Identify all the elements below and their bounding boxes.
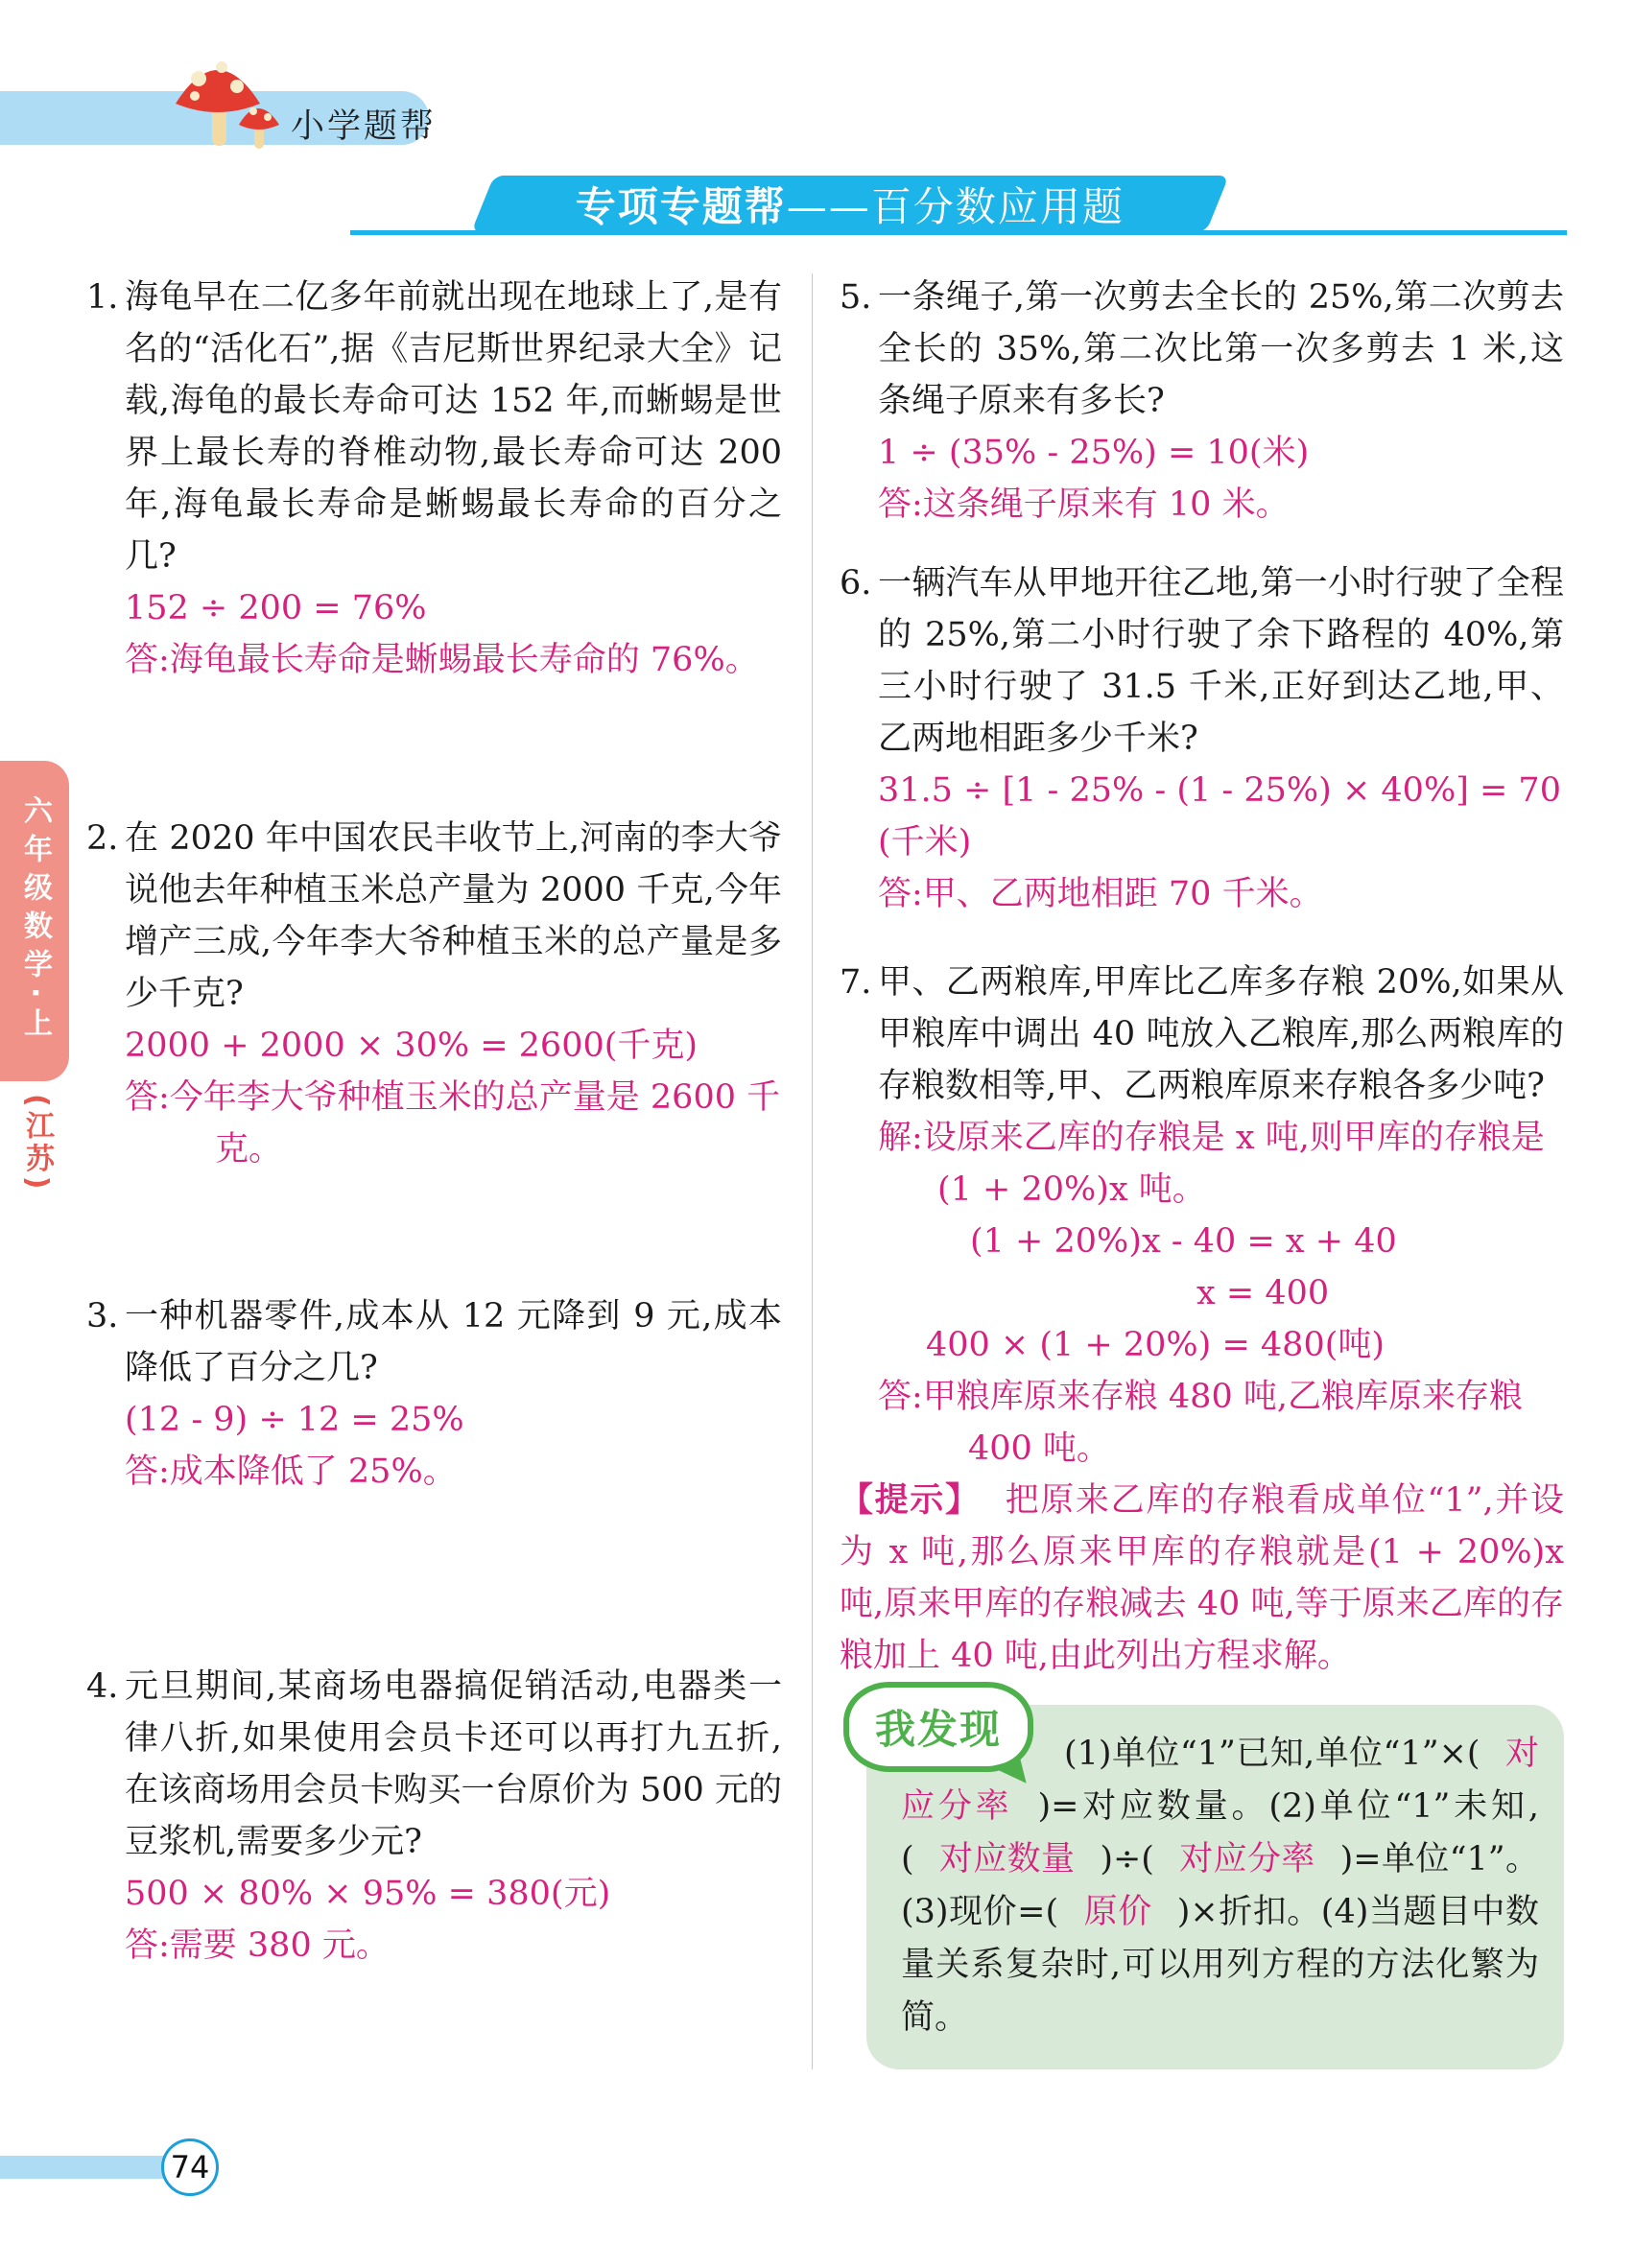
discovery-item-2-pre: (2)单位“1”未知,( [901, 1787, 1539, 1878]
problem-4-equation: 500 × 80% × 95% = 380(元) [125, 1875, 611, 1913]
page-number-badge [161, 2138, 219, 2196]
problem-7-answer: 答:甲粮库原来存粮 480 吨,乙粮库原来存粮 400 吨。 [878, 1378, 1523, 1468]
problem-7-question: 甲、乙两粮库,甲库比乙库多存粮 20%,如果从甲粮库中调出 40 吨放入乙粮库,那么两粮库的存粮数相等,甲、乙两粮库原来存粮各多少吨? [878, 963, 1564, 1105]
hint-paragraph [840, 1475, 1564, 1682]
discovery-item-2-blank: 对应数量 [938, 1840, 1076, 1878]
problem-4 [86, 1661, 782, 1972]
brand-logo-text: 小学题帮 [291, 107, 438, 146]
problem-2-question: 在 2020 年中国农民丰收节上,河南的李大爷说他去年种植玉米总产量为 2000 千克,今年增产三成,今年李大爷种植玉米的总产量是多少千克? [125, 819, 782, 1013]
discovery-badge [843, 1682, 1033, 1772]
column-divider [812, 273, 813, 2069]
problem-2-number: 2. [86, 819, 119, 858]
footer-bar [0, 2156, 171, 2179]
chapter-banner-title [576, 176, 1125, 233]
banner-title-main: 专项专题帮 [575, 182, 787, 230]
hint-text: 把原来乙库的存粮看成单位“1”,并设为 x 吨,那么原来甲库的存粮就是(1 + 20%)x 吨,原来甲库的存粮减去 40 吨,等于原来乙库的存粮加上 40 吨,由此列出方程求解。 [840, 1481, 1564, 1675]
problem-5-equation: 1 ÷ (35% - 25%) = 10(米) [878, 434, 1310, 472]
problem-3 [86, 1290, 782, 1498]
problem-6-equation-unit: (千米) [878, 823, 972, 862]
problem-7-equation-2: 400 × (1 + 20%) = 480(吨) [926, 1326, 1385, 1364]
problem-6-number: 6. [840, 564, 872, 602]
discovery-item-4: (4)当题目中数量关系复杂时,可以用列方程的方法化繁为简。 [901, 1893, 1539, 2037]
page-number: 74 [170, 2149, 210, 2185]
discovery-item-2-mid: )÷( [1100, 1840, 1154, 1878]
problem-7-setup: 解:设原来乙库的存粮是 x 吨,则甲库的存粮是(1 + 20%)x 吨。 [878, 1119, 1545, 1209]
problem-1-number: 1. [86, 278, 119, 317]
problem-7-solution-x: x = 400 [1196, 1274, 1330, 1312]
discovery-item-1-blank: 对应分率 [901, 1735, 1539, 1826]
problem-4-number: 4. [86, 1667, 119, 1706]
problem-7-number: 7. [840, 963, 872, 1002]
problem-7-equation: (1 + 20%)x - 40 = x + 40 [970, 1222, 1397, 1261]
problem-5-number: 5. [840, 278, 872, 317]
problem-3-answer: 答:成本降低了 25%。 [125, 1453, 457, 1491]
problem-4-question: 元旦期间,某商场电器搞促销活动,电器类一律八折,如果使用会员卡还可以再打九五折,在该商场用会员卡购买一台原价为 500 元的豆浆机,需要多少元? [125, 1667, 782, 1861]
problem-6-question: 一辆汽车从甲地开往乙地,第一小时行驶了全程的 25%,第二小时行驶了余下路程的 40%,第三小时行驶了 31.5 千米,正好到达乙地,甲、乙两地相距多少千米? [878, 564, 1564, 758]
problem-3-question: 一种机器零件,成本从 12 元降到 9 元,成本降低了百分之几? [125, 1297, 782, 1387]
problem-6-answer: 答:甲、乙两地相距 70 千米。 [878, 875, 1323, 913]
problem-3-equation: (12 - 9) ÷ 12 = 25% [125, 1401, 464, 1439]
banner-underline [350, 230, 1567, 235]
problem-1 [86, 272, 782, 686]
chapter-banner [471, 176, 1229, 232]
discovery-item-2-blank-2: 对应分率 [1178, 1840, 1315, 1878]
problem-2-answer: 答:今年李大爷种植玉米的总产量是 2600 千克。 [125, 1078, 781, 1169]
problem-6-equation: 31.5 ÷ [1 - 25% - (1 - 25%) × 40%] = 70 [878, 771, 1561, 810]
discovery-item-3-blank: 原价 [1083, 1893, 1152, 1931]
discovery-item-3-pre: (3)现价=( [901, 1893, 1059, 1931]
problem-7 [840, 957, 1564, 1475]
problem-5 [840, 272, 1564, 531]
sidebar-region-label: (江苏) [20, 1094, 54, 1193]
problem-1-question: 海龟早在二亿多年前就出现在地球上了,是有名的“活化石”,据《吉尼斯世界纪录大全》记载,海龟的最长寿命可达 152 年,而蜥蜴是世界上最长寿的脊椎动物,最长寿命可达 200 年,海龟最长寿命是蜥蜴最长寿命的百分之几? [125, 278, 782, 576]
problem-5-answer: 答:这条绳子原来有 10 米。 [878, 485, 1290, 524]
discovery-badge-label: 我发现 [874, 1706, 1002, 1753]
left-column [86, 272, 782, 1972]
hint-label: 【提示】 [840, 1480, 981, 1520]
banner-title-sub: 百分数应用题 [871, 182, 1125, 230]
sidebar-grade-tab [0, 761, 69, 1081]
problem-1-answer: 答:海龟最长寿命是蜥蜴最长寿命的 76%。 [125, 641, 759, 679]
problem-5-question: 一条绳子,第一次剪去全长的 25%,第二次剪去全长的 35%,第二次比第一次多剪去 1 米,这条绳子原来有多长? [878, 278, 1564, 420]
discovery-item-1-post: )=对应数量。 [1037, 1787, 1269, 1826]
problem-1-equation: 152 ÷ 200 = 76% [125, 589, 427, 627]
problem-2-equation: 2000 + 2000 × 30% = 2600(千克) [125, 1027, 699, 1065]
right-column [840, 272, 1564, 2069]
problem-6 [840, 557, 1564, 920]
discovery-item-2-post: )=单位“1”。 [1339, 1840, 1539, 1878]
problem-3-number: 3. [86, 1297, 119, 1335]
mushroom-logo-icon [158, 50, 293, 151]
problem-4-answer: 答:需要 380 元。 [125, 1926, 390, 1965]
discovery-item-1-pre: (1)单位“1”已知,单位“1”×( [1064, 1735, 1480, 1773]
discovery-box [866, 1705, 1564, 2069]
sidebar-grade-label: 六年级数学·上 [18, 795, 52, 1047]
problem-2 [86, 813, 782, 1175]
banner-title-dash: —— [787, 182, 871, 230]
discovery-item-3-post: )×折扣。 [1176, 1893, 1321, 1931]
